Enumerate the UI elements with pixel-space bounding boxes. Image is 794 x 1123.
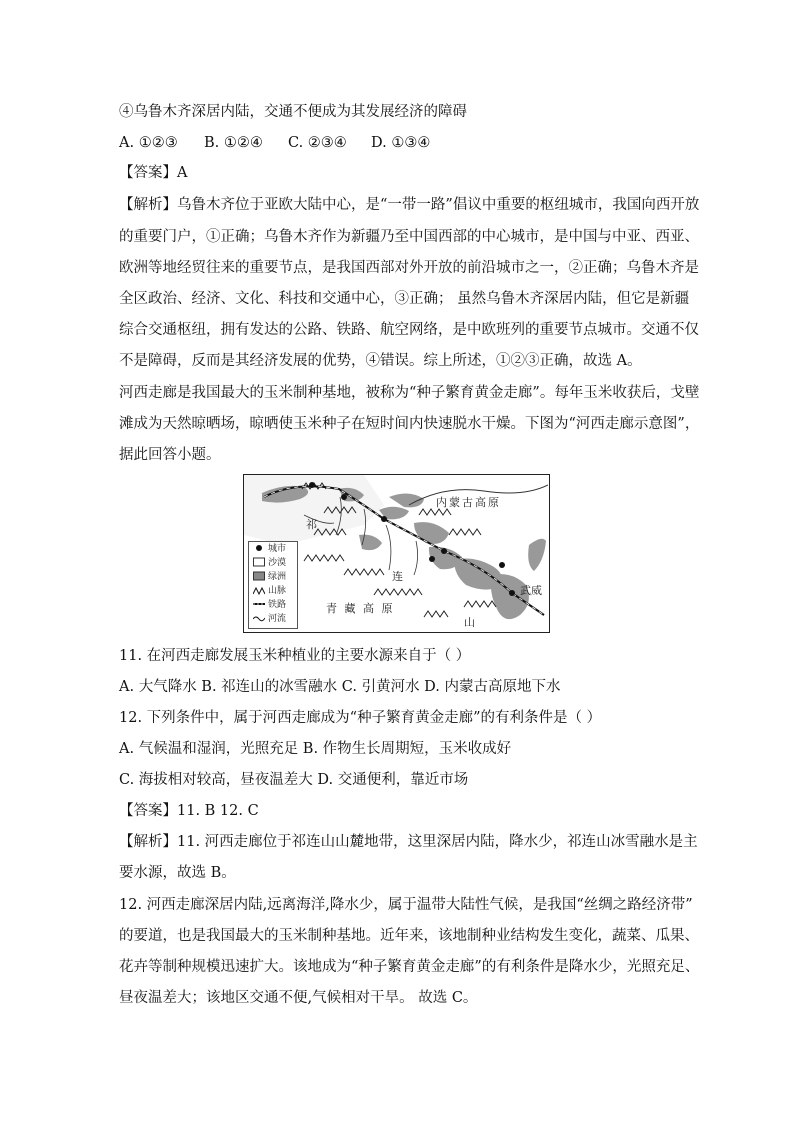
q12-stem: 12. 下列条件中，属于河西走廊成为“种子繁育黄金走廊”的有利条件是（ ）: [119, 710, 602, 726]
option-a: A. ①②③: [119, 135, 178, 151]
analysis-line-6: 不是障碍，反而是其经济发展的优势，④错误。综上所述，①②③正确，故选 A。: [119, 353, 642, 369]
analysis2-line-1: 【解析】11. 河西走廊位于祁连山山麓地带，这里深居内陆，降水少，祁连山冰雪融水是主: [119, 834, 698, 850]
legend-oasis: 绿洲: [253, 571, 299, 583]
legend-river: 河流: [253, 613, 299, 625]
legend-railway: 铁路: [253, 599, 299, 611]
label-inner-mongolia: 内蒙古高原: [436, 496, 501, 509]
label-qilian-1: 祁: [306, 518, 319, 531]
label-wuwei: 武威: [520, 584, 542, 597]
analysis-line-4: 全区政治、经济、文化、科技和交通中心，③正确； 虽然乌鲁木齐深居内陆，但它是新疆: [119, 291, 690, 307]
analysis-line-3: 欧洲等地经贸往来的重要节点，是我国西部对外开放的前沿城市之一，②正确；乌鲁木齐是: [119, 260, 699, 276]
river-icon: [253, 613, 265, 623]
desert-icon: [253, 557, 265, 567]
legend-desert: 沙漠: [253, 557, 299, 569]
q11-options: A. 大气降水 B. 祁连山的冰雪融水 C. 引黄河水 D. 内蒙古高原地下水: [119, 679, 561, 695]
option-b: B. ①②④: [204, 135, 263, 151]
q11-stem: 11. 在河西走廊发展玉米种植业的主要水源来自于（ ）: [119, 648, 471, 664]
map-legend: [248, 541, 298, 629]
passage-line-2: 滩成为天然晾晒场，晾晒使玉米种子在短时间内快速脱水干燥。下图为“河西走廊示意图”，: [119, 416, 700, 432]
analysis-line-1: 【解析】乌鲁木齐位于亚欧大陆中心，是“一带一路”倡议中重要的枢纽城市，我国向西开放: [119, 197, 700, 213]
analysis3-line-4: 昼夜温差大；该地区交通不便,气候相对干旱。 故选 C。: [119, 990, 478, 1006]
answer-label: 【答案】A: [119, 165, 188, 181]
answers-label: 【答案】11. B 12. C: [119, 803, 259, 819]
label-qilian-2: 连: [392, 570, 405, 583]
city-icon: [253, 543, 265, 553]
analysis3-line-2: 的要道，也是我国最大的玉米制种基地。近年来，该地制种业结构发生变化，蔬菜、瓜果、: [119, 928, 699, 944]
label-qilian-3: 山: [464, 616, 477, 629]
analysis3-line-1: 12. 河西走廊深居内陆,远离海洋,降水少，属于温带大陆性气候，是我国“丝绸之路经济带”: [119, 897, 693, 913]
analysis3-line-3: 花卉等制种规模迅速扩大。该地成为“种子繁育黄金走廊”的有利条件是降水少，光照充足、: [119, 959, 700, 975]
q12-options-1: A. 气候温和湿润，光照充足 B. 作物生长周期短，玉米收成好: [119, 741, 512, 757]
legend-mountain: 山脉: [253, 585, 299, 597]
passage-line-1: 河西走廊是我国最大的玉米制种基地，被称为“种子繁育黄金走廊”。每年玉米收获后，戈壁: [119, 385, 700, 401]
label-qinghai-tibet: 青 藏 高 原: [326, 602, 395, 615]
legend-city: 城市: [253, 543, 299, 555]
passage-line-3: 据此回答小题。: [119, 447, 221, 463]
analysis-line-2: 的重要门户，①正确；乌鲁木齐作为新疆乃至中国西部的中心城市，是中国与中亚、西亚、: [119, 229, 699, 245]
option-d: D. ①③④: [371, 135, 431, 151]
option-c: C. ②③④: [288, 135, 347, 151]
hexi-corridor-map: [243, 474, 550, 633]
analysis2-line-2: 要水源，故选 B。: [119, 865, 236, 881]
oasis-icon: [253, 571, 265, 581]
question-item-4: ④乌鲁木齐深居内陆，交通不便成为其发展经济的障碍: [119, 104, 467, 120]
analysis-line-5: 综合交通枢纽，拥有发达的公路、铁路、航空网络，是中欧班列的重要节点城市。交通不仅: [119, 322, 699, 338]
q12-options-2: C. 海拔相对较高，昼夜温差大 D. 交通便利，靠近市场: [119, 772, 469, 788]
railway-icon: [253, 599, 265, 609]
mountain-icon: [253, 585, 265, 595]
